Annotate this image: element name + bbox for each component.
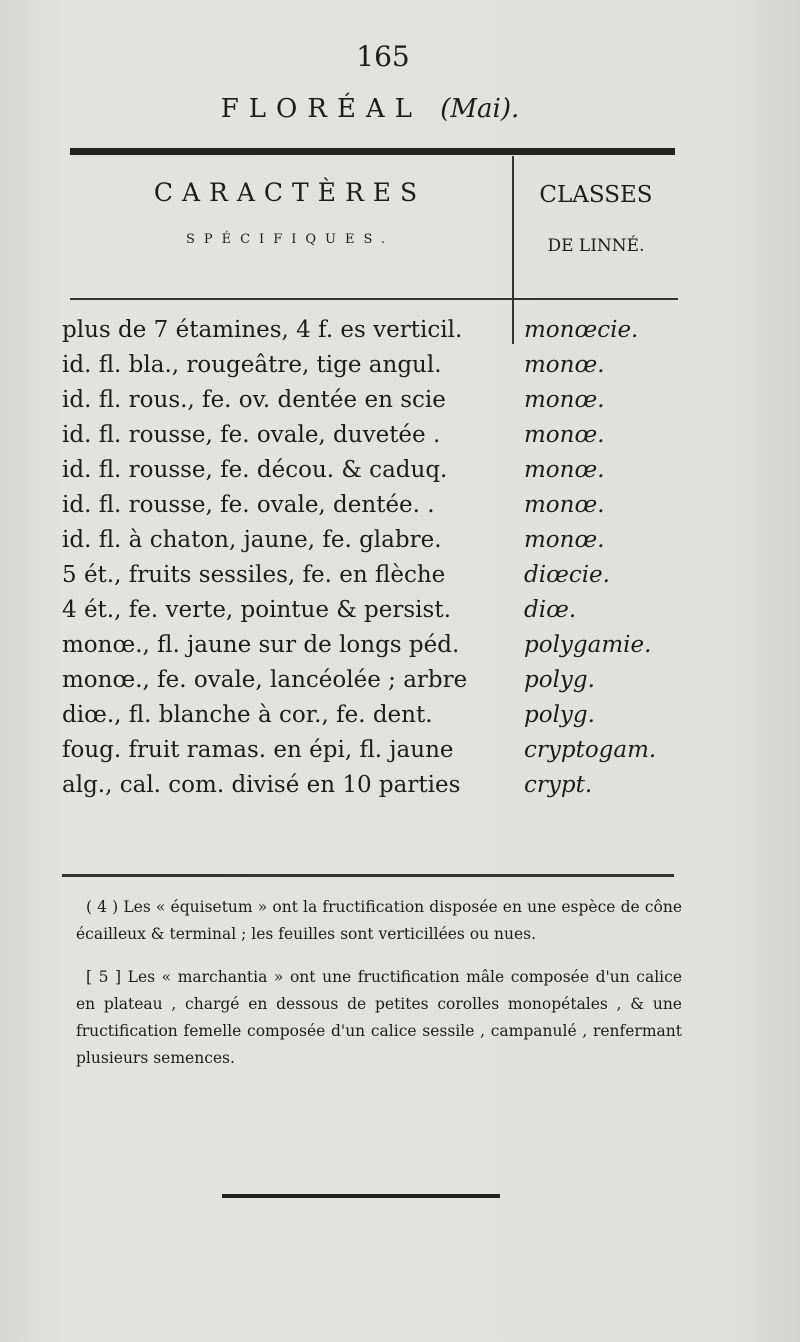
row-description: 4 ét., fe. verte, pointue & persist. — [62, 596, 451, 623]
table-row — [62, 347, 702, 382]
row-class: monœ. — [524, 421, 605, 448]
row-description: id. fl. bla., rougeâtre, tige angul. — [62, 351, 442, 378]
page-number: 165 — [356, 40, 410, 73]
row-class: polygamie. — [524, 631, 652, 658]
row-description: id. fl. rousse, fe. décou. & caduq. — [62, 456, 448, 483]
header-classes: CLASSES — [539, 182, 653, 208]
row-description: 5 ét., fruits sessiles, fe. en flèche — [62, 561, 446, 588]
table-row — [62, 522, 702, 557]
row-description: diœ., fl. blanche à cor., fe. dent. — [62, 701, 433, 728]
header-bottom-rule — [70, 298, 678, 300]
header-de-linne: DE LINNÉ. — [547, 236, 645, 256]
table-row — [62, 767, 702, 802]
table-row — [62, 417, 702, 452]
table-row — [62, 732, 702, 767]
row-class: diœcie. — [524, 561, 610, 588]
row-description: id. fl. rousse, fe. ovale, duvetée . — [62, 421, 441, 448]
row-class: cryptogam. — [524, 736, 657, 763]
row-class: monœ. — [524, 386, 605, 413]
header-top-rule — [70, 148, 675, 155]
running-head-month: FLORÉAL — [220, 94, 422, 124]
table-row — [62, 312, 702, 347]
table-row — [62, 382, 702, 417]
row-class: monœ. — [524, 491, 605, 518]
table-bottom-rule — [62, 874, 674, 877]
header-specifiques: SPÉCIFIQUES. — [185, 232, 395, 247]
running-head-month-fr: (Mai). — [440, 94, 520, 124]
row-description: foug. fruit ramas. en épi, fl. jaune — [62, 736, 454, 763]
row-description: id. fl. à chaton, jaune, fe. glabre. — [62, 526, 442, 553]
footnote-5: [ 5 ] Les « marchantia » ont une fructification mâle composée d'un calice en plateau , chargé en dessous de petites corolles monopétales , & une fructification femelle composée d'un calice sessile , campanulé , renfermant plusieurs semences. — [76, 968, 682, 1067]
footnote-4: ( 4 ) Les « équisetum » ont la fructification disposée en une espèce de cône écailleux & terminal ; les feuilles sont verticillées ou nues. — [76, 898, 682, 943]
row-description: alg., cal. com. divisé en 10 parties — [62, 771, 461, 798]
row-class: crypt. — [524, 771, 593, 798]
row-description: plus de 7 étamines, 4 f. es verticil. — [62, 316, 463, 343]
row-class: polyg. — [524, 666, 595, 693]
table-row — [62, 557, 702, 592]
row-description: monœ., fe. ovale, lancéolée ; arbre — [62, 666, 468, 693]
row-description: id. fl. rous., fe. ov. dentée en scie — [62, 386, 446, 413]
row-class: monœ. — [524, 526, 605, 553]
row-class: monœ. — [524, 351, 605, 378]
running-head — [60, 94, 680, 124]
footnotes — [76, 894, 682, 1088]
row-description: monœ., fl. jaune sur de longs péd. — [62, 631, 460, 658]
table-body — [62, 312, 702, 802]
row-class: polyg. — [524, 701, 595, 728]
row-class: monœcie. — [524, 316, 639, 343]
row-class: diœ. — [524, 596, 577, 623]
header-caracteres: CARACTÈRES — [153, 178, 427, 207]
table-row — [62, 697, 702, 732]
table-row — [62, 487, 702, 522]
table-row — [62, 592, 702, 627]
table-row — [62, 627, 702, 662]
row-description: id. fl. rousse, fe. ovale, dentée. . — [62, 491, 435, 518]
table-row — [62, 452, 702, 487]
table-row — [62, 662, 702, 697]
row-class: monœ. — [524, 456, 605, 483]
closing-rule — [222, 1194, 500, 1198]
